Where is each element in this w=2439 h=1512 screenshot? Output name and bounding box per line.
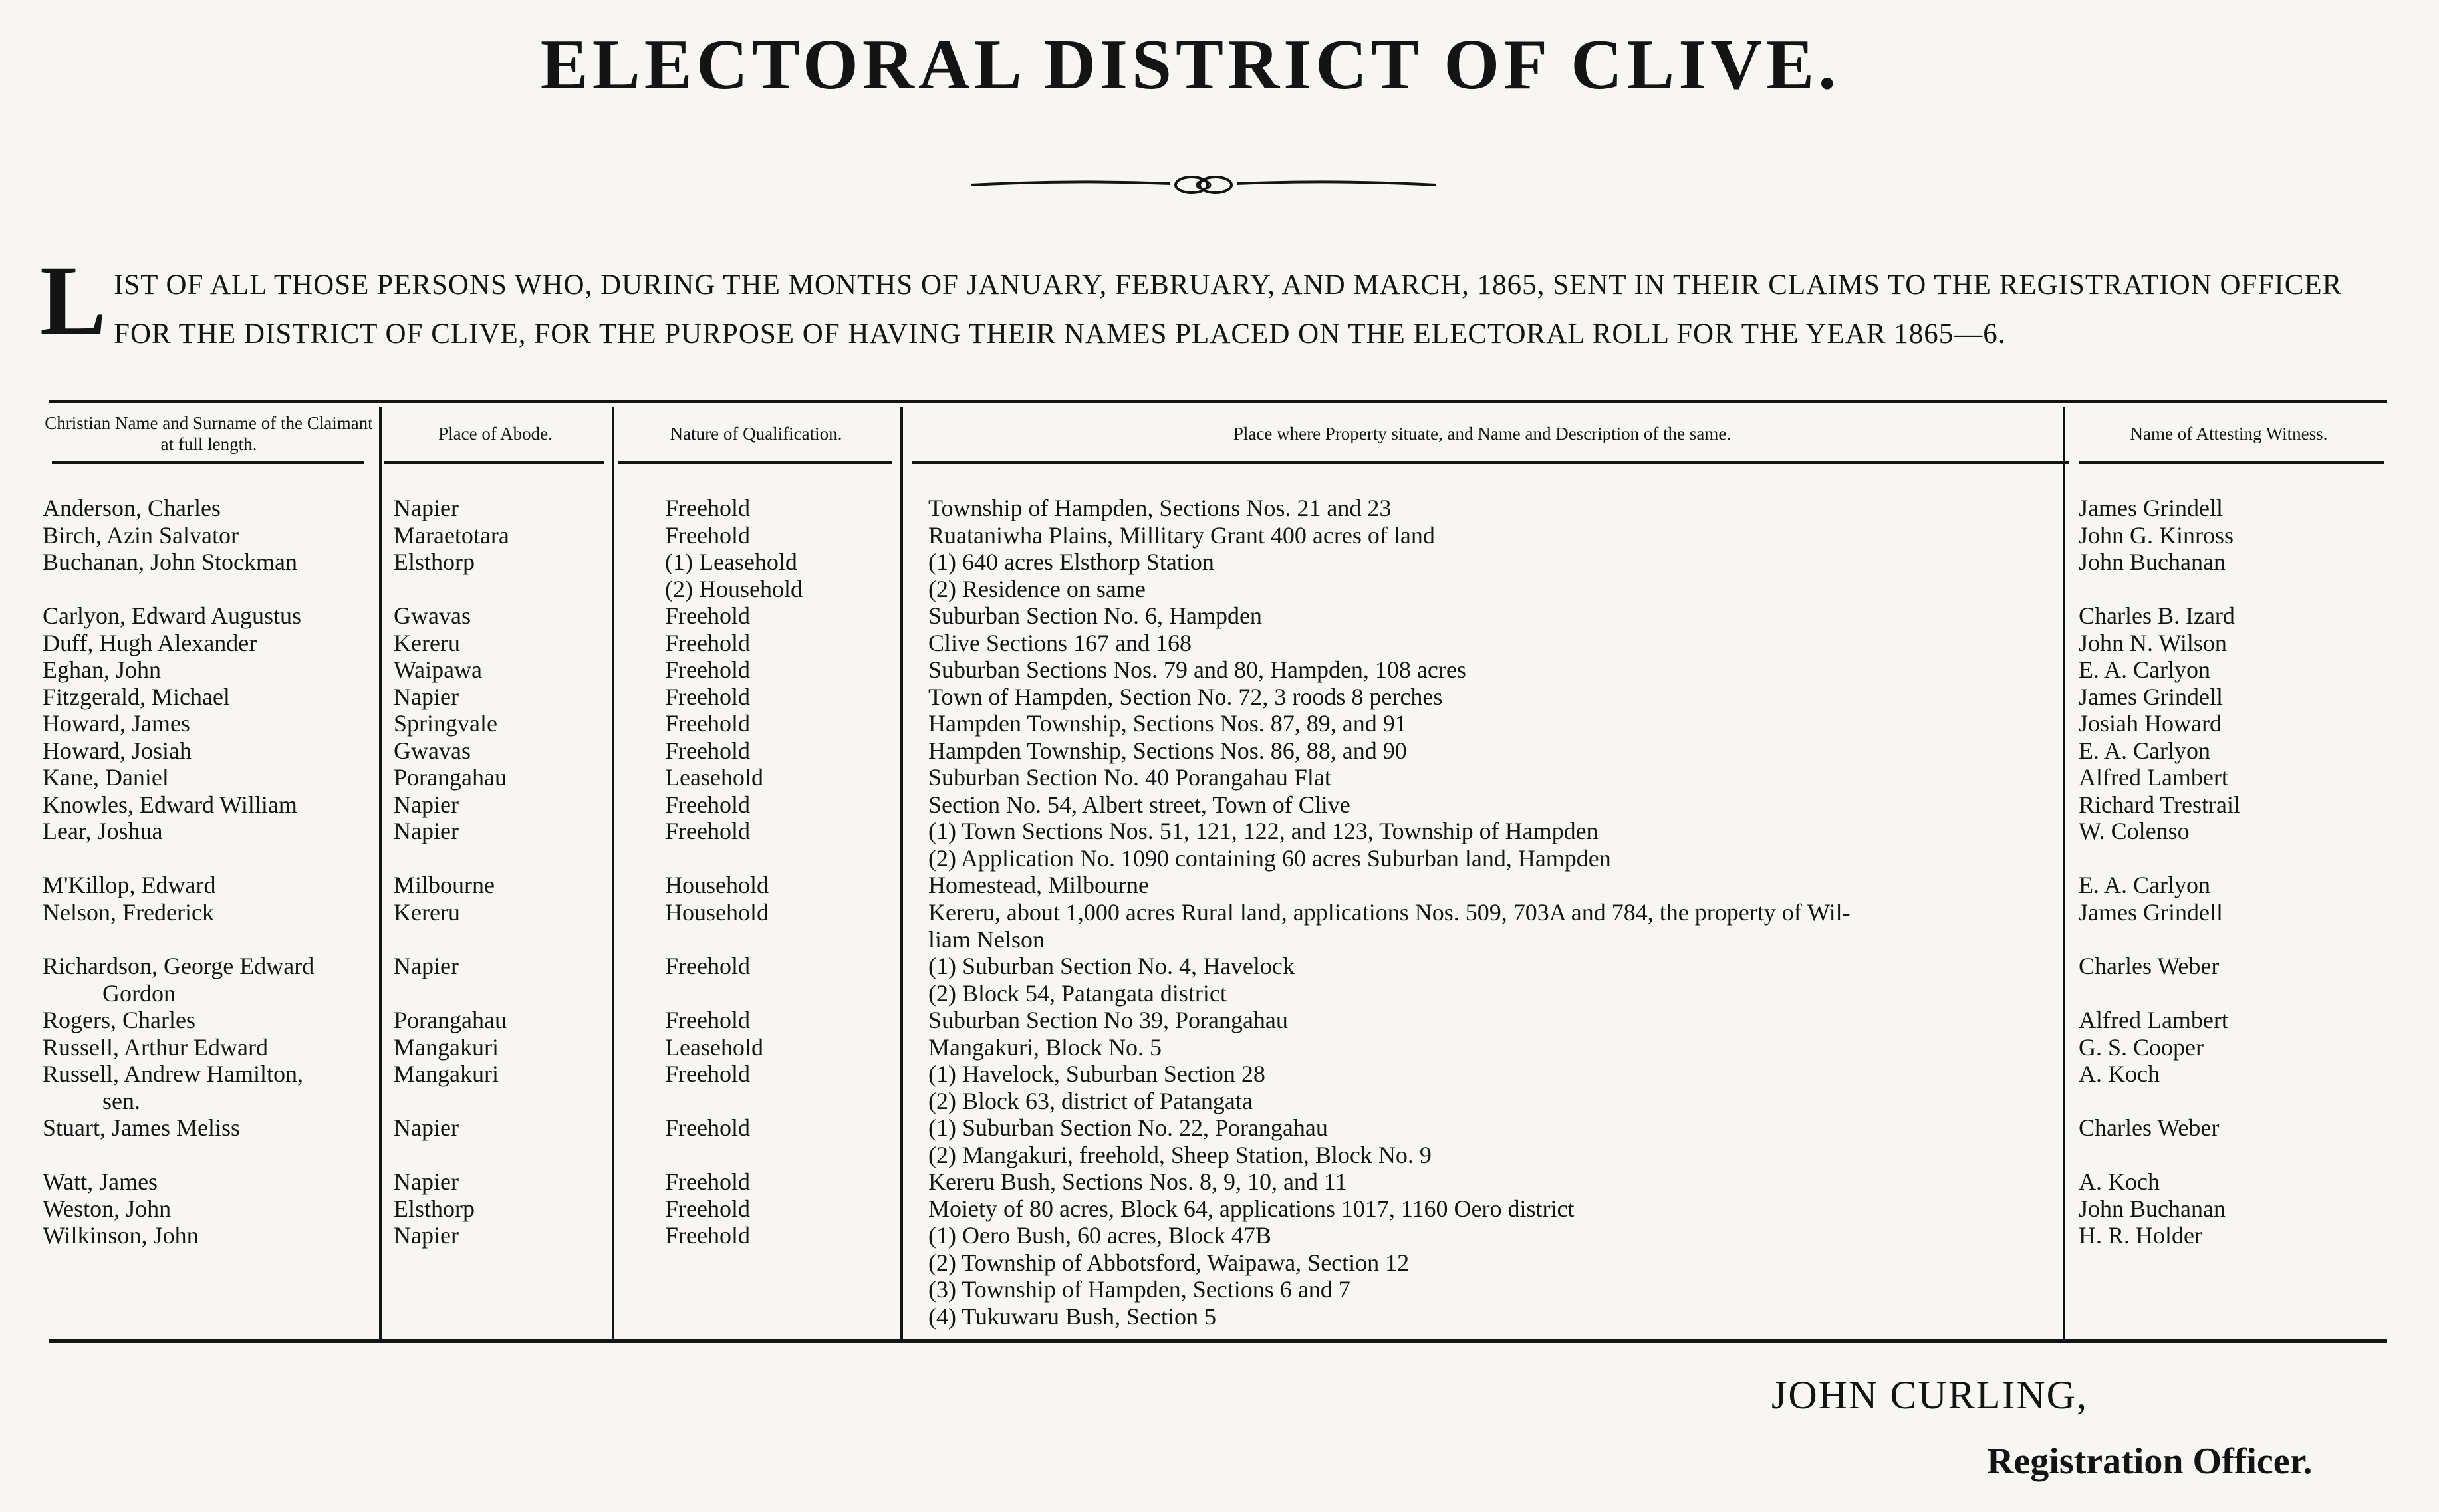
table-row <box>0 953 2439 1006</box>
place-of-abode: Mangakuri <box>394 1034 499 1061</box>
place-of-abode: Maraetotara <box>394 522 509 549</box>
claimant-name: M'Killop, Edward <box>43 872 216 898</box>
signature-name: JOHN CURLING, <box>1771 1373 2088 1417</box>
qualification: Freehold <box>665 791 750 818</box>
qualification: Leasehold <box>665 1034 763 1061</box>
claimant-name: Russell, Andrew Hamilton, sen. <box>43 1061 303 1114</box>
table-row <box>0 549 2439 602</box>
qualification: Freehold <box>665 737 750 764</box>
place-of-abode: Elsthorp <box>394 1196 475 1222</box>
header-underline <box>912 461 2069 464</box>
qualification: Leasehold <box>665 764 763 791</box>
place-of-abode: Napier <box>394 1222 459 1249</box>
attesting-witness: John Buchanan <box>2079 1196 2226 1222</box>
column-header-qualification: Nature of Qualification. <box>670 424 842 443</box>
table-row <box>0 1222 2439 1330</box>
qualification: Freehold <box>665 710 750 737</box>
property-description: Suburban Section No. 6, Hampden <box>928 602 1262 629</box>
claimant-name: Eghan, John <box>43 656 161 683</box>
property-description: (1) Oero Bush, 60 acres, Block 47B (2) Township of Abbotsford, Waipawa, Section 12 (3) Township of Hampden, Sections 6 and 7 (4) Tukuwaru Bush, Section 5 <box>928 1222 1410 1330</box>
place-of-abode: Kereru <box>394 899 460 926</box>
attesting-witness: John N. Wilson <box>2079 630 2227 656</box>
qualification: Household <box>665 872 769 898</box>
property-description: (1) Suburban Section No. 22, Porangahau (2) Mangakuri, freehold, Sheep Station, Block No. 9 <box>928 1114 1432 1168</box>
place-of-abode: Springvale <box>394 710 497 737</box>
column-header-witness: Name of Attesting Witness. <box>2130 424 2328 443</box>
claimant-name: Kane, Daniel <box>43 764 169 791</box>
place-of-abode: Porangahau <box>394 1007 507 1033</box>
attesting-witness: James Grindell <box>2079 684 2223 710</box>
column-header-name: Christian Name and Surname of the Claimant at full length. <box>45 413 373 454</box>
place-of-abode: Mangakuri <box>394 1061 499 1087</box>
place-of-abode: Elsthorp <box>394 549 475 575</box>
ornament-divider-icon <box>971 165 1436 205</box>
qualification: Freehold <box>665 1007 750 1033</box>
place-of-abode: Porangahau <box>394 764 507 791</box>
place-of-abode: Napier <box>394 684 459 710</box>
table-row <box>0 818 2439 871</box>
attesting-witness: E. A. Carlyon <box>2079 872 2210 898</box>
place-of-abode: Kereru <box>394 630 460 656</box>
property-description: (1) 640 acres Elsthorp Station (2) Residence on same <box>928 549 1214 602</box>
place-of-abode: Napier <box>394 818 459 844</box>
place-of-abode: Napier <box>394 1114 459 1141</box>
table-row <box>0 899 2439 952</box>
attesting-witness: Alfred Lambert <box>2079 764 2228 791</box>
intro-text: IST OF ALL THOSE PERSONS WHO, DURING THE MONTHS OF JANUARY, FEBRUARY, AND MARCH, 1865, SENT IN THEIR CLAIMS TO THE REGISTRATION OFFICER FOR THE DISTRICT OF CLIVE, FOR THE PURPOSE OF HAVING THEIR NAMES PLACED ON THE ELECTORAL ROLL FOR THE YEAR 1865—6. <box>114 269 2343 350</box>
attesting-witness: James Grindell <box>2079 495 2223 521</box>
attesting-witness: E. A. Carlyon <box>2079 656 2210 683</box>
place-of-abode: Gwavas <box>394 737 471 764</box>
claimant-name: Anderson, Charles <box>43 495 221 521</box>
claimant-name: Fitzgerald, Michael <box>43 684 230 710</box>
claimant-name: Howard, Josiah <box>43 737 192 764</box>
property-description: (1) Havelock, Suburban Section 28 (2) Block 63, district of Patangata <box>928 1061 1265 1114</box>
property-description: Section No. 54, Albert street, Town of Clive <box>928 791 1350 818</box>
table-bottom-rule <box>49 1339 2387 1343</box>
attesting-witness: Alfred Lambert <box>2079 1007 2228 1033</box>
qualification: Freehold <box>665 656 750 683</box>
intro-paragraph <box>40 245 2380 359</box>
attesting-witness: Charles Weber <box>2079 1114 2220 1141</box>
qualification: Household <box>665 899 769 926</box>
property-description: Moiety of 80 acres, Block 64, applications 1017, 1160 Oero district <box>928 1196 1575 1222</box>
claimant-name: Buchanan, John Stockman <box>43 549 297 575</box>
place-of-abode: Napier <box>394 1168 459 1195</box>
attesting-witness: H. R. Holder <box>2079 1222 2202 1249</box>
header-underline <box>52 461 364 464</box>
claimant-name: Richardson, George Edward Gordon <box>43 953 315 1007</box>
property-description: Clive Sections 167 and 168 <box>928 630 1192 656</box>
header-underline <box>384 461 604 464</box>
property-description: Kereru Bush, Sections Nos. 8, 9, 10, and 11 <box>928 1168 1347 1195</box>
qualification: Freehold <box>665 1168 750 1195</box>
qualification: Freehold <box>665 522 750 549</box>
qualification: Freehold <box>665 1196 750 1222</box>
qualification: Freehold <box>665 1114 750 1141</box>
claimant-name: Russell, Arthur Edward <box>43 1034 268 1061</box>
property-description: (1) Town Sections Nos. 51, 121, 122, and 123, Township of Hampden (2) Application No. 1090 containing 60 acres Suburban land, Hampden <box>928 818 1611 872</box>
signature-title: Registration Officer. <box>1987 1441 2313 1482</box>
table-row <box>0 1114 2439 1168</box>
attesting-witness: Richard Trestrail <box>2079 791 2240 818</box>
claimant-name: Stuart, James Meliss <box>43 1114 240 1141</box>
place-of-abode: Gwavas <box>394 602 471 629</box>
claimant-name: Wilkinson, John <box>43 1222 199 1249</box>
claimant-name: Weston, John <box>43 1196 172 1222</box>
property-description: Suburban Section No 39, Porangahau <box>928 1007 1288 1033</box>
qualification: Freehold <box>665 1061 750 1087</box>
attesting-witness: A. Koch <box>2079 1168 2160 1195</box>
property-description: Hampden Township, Sections Nos. 87, 89, and 91 <box>928 710 1407 737</box>
property-description: Homestead, Milbourne <box>928 872 1149 898</box>
qualification: Freehold <box>665 602 750 629</box>
claimant-name: Watt, James <box>43 1168 158 1195</box>
place-of-abode: Milbourne <box>394 872 495 898</box>
property-description: Kereru, about 1,000 acres Rural land, applications Nos. 509, 703A and 784, the property of Wil- liam Nelson <box>928 899 1851 953</box>
attesting-witness: James Grindell <box>2079 899 2223 926</box>
claimant-name: Duff, Hugh Alexander <box>43 630 257 656</box>
column-header-property: Place where Property situate, and Name and Description of the same. <box>1233 424 1732 443</box>
claimant-name: Rogers, Charles <box>43 1007 195 1033</box>
claimant-name: Knowles, Edward William <box>43 791 297 818</box>
property-description: Hampden Township, Sections Nos. 86, 88, and 90 <box>928 737 1407 764</box>
table-top-rule <box>49 400 2387 403</box>
table-row <box>0 1061 2439 1114</box>
place-of-abode: Napier <box>394 791 459 818</box>
attesting-witness: E. A. Carlyon <box>2079 737 2210 764</box>
column-header-abode: Place of Abode. <box>438 424 553 443</box>
claimant-name: Lear, Joshua <box>43 818 163 844</box>
attesting-witness: Charles B. Izard <box>2079 602 2235 629</box>
qualification: Freehold <box>665 630 750 656</box>
drop-cap: L <box>40 245 108 356</box>
property-description: (1) Suburban Section No. 4, Havelock (2) Block 54, Patangata district <box>928 953 1295 1007</box>
property-description: Town of Hampden, Section No. 72, 3 roods 8 perches <box>928 684 1443 710</box>
qualification: Freehold <box>665 818 750 844</box>
claimant-name: Carlyon, Edward Augustus <box>43 602 301 629</box>
claimant-name: Nelson, Frederick <box>43 899 214 926</box>
qualification: Freehold <box>665 684 750 710</box>
header-underline <box>2079 461 2384 464</box>
qualification: (1) Leasehold (2) Household <box>665 549 803 602</box>
attesting-witness: G. S. Cooper <box>2079 1034 2204 1061</box>
qualification: Freehold <box>665 495 750 521</box>
place-of-abode: Waipawa <box>394 656 483 683</box>
property-description: Suburban Section No. 40 Porangahau Flat <box>928 764 1331 791</box>
claimant-name: Birch, Azin Salvator <box>43 522 239 549</box>
property-description: Ruataniwha Plains, Millitary Grant 400 acres of land <box>928 522 1435 549</box>
claimant-name: Howard, James <box>43 710 190 737</box>
page-title: ELECTORAL DISTRICT OF CLIVE. <box>540 25 1841 104</box>
header-underline <box>618 461 892 464</box>
attesting-witness: Josiah Howard <box>2079 710 2222 737</box>
property-description: Township of Hampden, Sections Nos. 21 and 23 <box>928 495 1392 521</box>
attesting-witness: Charles Weber <box>2079 953 2220 979</box>
qualification: Freehold <box>665 953 750 979</box>
qualification: Freehold <box>665 1222 750 1249</box>
place-of-abode: Napier <box>394 953 459 979</box>
attesting-witness: W. Colenso <box>2079 818 2190 844</box>
property-description: Mangakuri, Block No. 5 <box>928 1034 1162 1061</box>
attesting-witness: A. Koch <box>2079 1061 2160 1087</box>
place-of-abode: Napier <box>394 495 459 521</box>
attesting-witness: John Buchanan <box>2079 549 2226 575</box>
property-description: Suburban Sections Nos. 79 and 80, Hampden, 108 acres <box>928 656 1466 683</box>
attesting-witness: John G. Kinross <box>2079 522 2234 549</box>
